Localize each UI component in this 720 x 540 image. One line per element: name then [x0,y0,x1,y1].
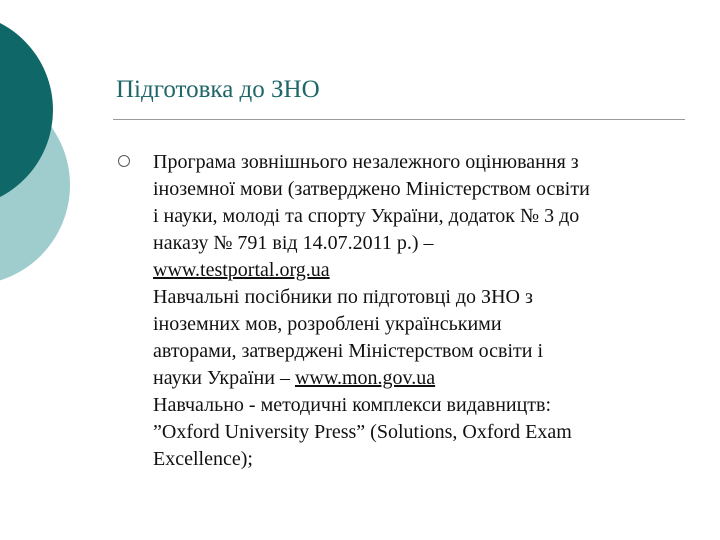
body-line: авторами, затверджені Міністерством освіти і [153,340,544,362]
slide-body [153,149,693,473]
testportal-link[interactable]: www.testportal.org.ua [153,259,330,281]
body-line: ”Oxford University Press” (Solutions, Oxford Exam [153,421,572,443]
body-line: Excellence); [153,448,253,470]
decorative-circles [0,0,120,300]
body-line: Навчальні посібники по підготовці до ЗНО з [153,286,533,308]
body-line: іноземної мови (затверджено Міністерством освіти [153,178,590,200]
body-line: Навчально - методичні комплекси видавництв: [153,394,552,416]
mon-gov-link[interactable]: www.mon.gov.ua [294,367,436,389]
body-line: Програма зовнішнього незалежного оцінювання з [153,151,579,173]
body-line: іноземних мов, розроблені українськими [153,313,502,335]
body-line: наказу № 791 від 14.07.2011 р.) – [153,232,434,254]
body-line: науки України – [153,367,295,389]
hollow-circle-bullet-icon [118,155,130,167]
body-line: і науки, молоді та спорту України, додаток № 3 до [153,205,580,227]
title-divider [113,119,685,120]
slide-title: Підготовка до ЗНО [116,76,320,103]
